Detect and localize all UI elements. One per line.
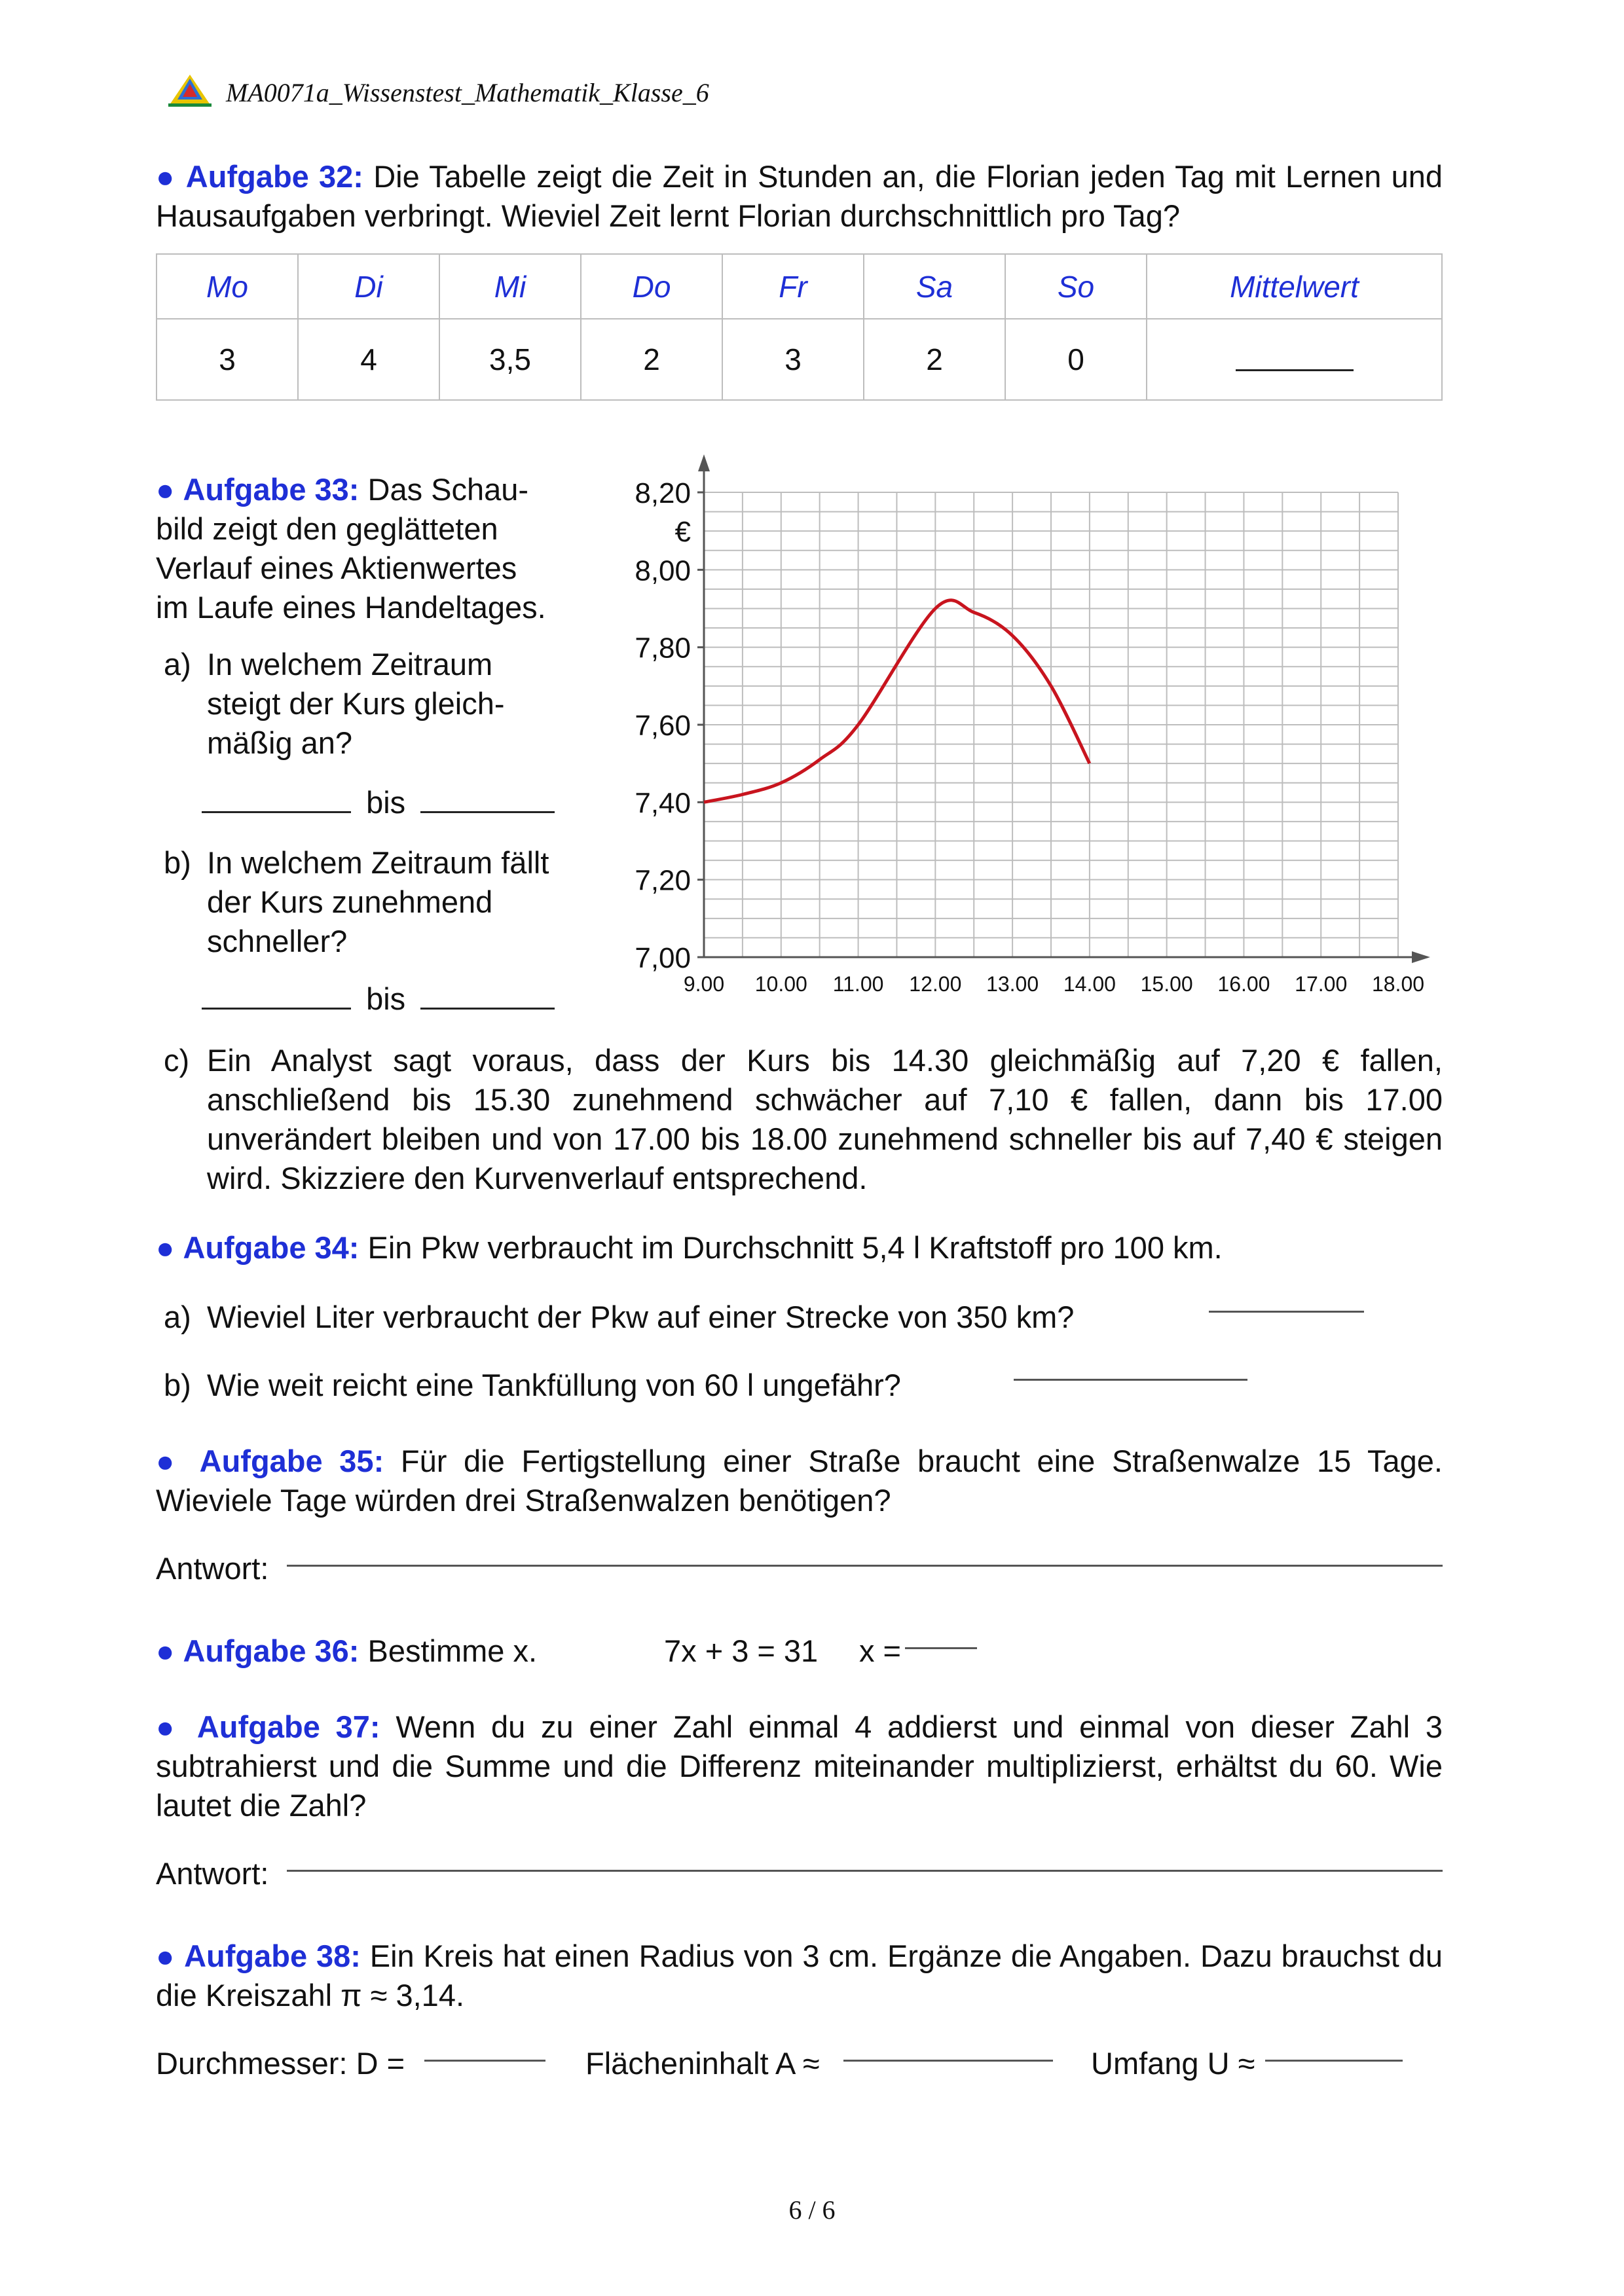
table-cell: 4 (298, 319, 439, 400)
task-33a-answer (202, 783, 555, 822)
sub-letter: c) (164, 1043, 190, 1078)
task-34-label: Aufgabe 34: (183, 1230, 360, 1265)
sub-letter: a) (164, 1300, 191, 1334)
task-33-label: Aufgabe 33: (183, 472, 360, 507)
x-tick-label: 17.00 (1295, 972, 1348, 996)
task-33c-text: Ein Analyst sagt voraus, dass der Kurs bis 14.30 gleichmäßig auf 7,20 € fallen, anschließend bis 15.30 zunehmend schwächer auf 7,10 € fallen, dann bis 17.00 unverändert bleiben und von 17.00 bis 18.00 zunehmend schneller bis auf 7,40 € steigen wird. Skizziere den Kurvenverlauf entsprechend. (207, 1043, 1443, 1195)
task-34b-text: Wie weit reicht eine Tankfüllung von 60 l ungefähr? (207, 1368, 901, 1402)
answer-line[interactable] (287, 1565, 1443, 1567)
page-number: 6 / 6 (788, 2195, 836, 2225)
diameter-label: Durchmesser: D = (156, 2046, 405, 2081)
task-38: ● Aufgabe 38: Ein Kreis hat einen Radius von 3 cm. Ergänze die Angaben. Dazu brauchst du die Kreiszahl π ≈ 3,14. (156, 1939, 1443, 2013)
y-tick-label: 7,60 (635, 710, 691, 742)
x-axis-arrow (1412, 951, 1430, 963)
task-36: ● Aufgabe 36: Bestimme x. (156, 1633, 538, 1668)
task-34a-text: Wieviel Liter verbraucht der Pkw auf einer Strecke von 350 km? (207, 1300, 1075, 1334)
col-header: Di (298, 254, 439, 319)
answer-blank[interactable] (1014, 1379, 1247, 1381)
sub-letter: b) (164, 1368, 191, 1402)
answer-blank-from[interactable] (202, 981, 351, 1010)
y-tick-label: 8,00 (635, 555, 691, 587)
question-line: In welchem Zeitraum (207, 647, 493, 682)
task-34a (164, 1298, 1074, 1337)
answer-blank[interactable] (843, 2060, 1053, 2062)
col-header: Sa (864, 254, 1005, 319)
table-cell: 2 (864, 319, 1005, 400)
y-unit-label: € (674, 516, 691, 549)
y-tick-labels (635, 477, 704, 974)
y-tick-label: 7,40 (635, 787, 691, 820)
area-label: Flächeninhalt A ≈ (585, 2046, 820, 2081)
intro-line: Das Schau- (367, 472, 529, 507)
mean-answer-blank[interactable] (1236, 340, 1354, 371)
table-cell: 3 (157, 319, 298, 400)
task-35-text: Für die Fertigstellung einer Straße braucht eine Straßenwalze 15 Tage. Wieviele Tage würden drei Straßenwalzen benötigen? (156, 1444, 1443, 1518)
x-tick-label: 9.00 (683, 972, 725, 996)
y-tick-label: 7,20 (635, 864, 691, 897)
col-header: So (1005, 254, 1147, 319)
x-tick-label: 10.00 (754, 972, 807, 996)
task-33b-answer (202, 979, 555, 1019)
question-line: In welchem Zeitraum fällt (207, 845, 549, 880)
y-axis-arrow (698, 454, 710, 471)
answer-line[interactable] (287, 1870, 1443, 1872)
col-header: Mo (157, 254, 298, 319)
answer-label: Antwort: (156, 1551, 269, 1586)
answer-label: Antwort: (156, 1856, 269, 1891)
y-tick-label: 8,20 (635, 477, 691, 509)
task-37: ● Aufgabe 37: Wenn du zu einer Zahl einmal 4 addierst und einmal von dieser Zahl 3 subtrahierst und die Summe und die Differenz miteinander multiplizierst, erhältst du 60. Wie lautet die Zahl? (156, 1709, 1443, 1823)
task-33a (164, 645, 596, 763)
school-logo-icon (167, 73, 213, 107)
col-header: Fr (722, 254, 864, 319)
document-header: MA0071a_Wissenstest_Mathematik_Klasse_6 (226, 78, 709, 107)
task-35-label: Aufgabe 35: (199, 1444, 384, 1478)
task-35: ● Aufgabe 35: Für die Fertigstellung einer Straße braucht eine Straßenwalze 15 Tage. Wieviele Tage würden drei Straßenwalzen benötigen? (156, 1444, 1443, 1518)
intro-line: Verlauf eines Aktienwertes (156, 551, 517, 585)
x-tick-label: 14.00 (1063, 972, 1116, 996)
x-tick-label: 16.00 (1217, 972, 1270, 996)
question-line: der Kurs zunehmend (207, 884, 493, 919)
sub-letter: a) (164, 647, 191, 682)
task-36-text: Bestimme x. (367, 1633, 538, 1668)
task-32: ● Aufgabe 32: Die Tabelle zeigt die Zeit in Stunden an, die Florian jeden Tag mit Lernen und Hausaufgaben verbringt. Wieviel Zeit lernt Florian durchschnittlich pro Tag? (156, 159, 1443, 233)
question-line: mäßig an? (207, 725, 353, 760)
y-tick-label: 7,80 (635, 632, 691, 665)
task-38-text: Ein Kreis hat einen Radius von 3 cm. Ergänze die Angaben. Dazu brauchst du die Kreiszahl π ≈ 3,14. (156, 1939, 1443, 2013)
y-tick-label: 7,00 (635, 942, 691, 974)
x-tick-label: 15.00 (1140, 972, 1193, 996)
task-37-text: Wenn du zu einer Zahl einmal 4 addierst und einmal von dieser Zahl 3 subtrahierst und die Summe und die Differenz miteinander multiplizierst, erhältst du 60. Wie lautet die Zahl? (156, 1709, 1443, 1823)
sub-letter: b) (164, 845, 191, 880)
study-time-table (156, 253, 1443, 401)
table-cell: 3 (722, 319, 864, 400)
task-34b (164, 1366, 901, 1405)
chart-grid (704, 492, 1398, 957)
x-tick-label: 18.00 (1371, 972, 1425, 996)
question-line: steigt der Kurs gleich- (207, 686, 505, 721)
answer-blank[interactable] (424, 2060, 545, 2062)
col-header: Do (581, 254, 722, 319)
task-34: ● Aufgabe 34: Ein Pkw verbraucht im Durchschnitt 5,4 l Kraftstoff pro 100 km. (156, 1230, 1223, 1265)
intro-line: bild zeigt den geglätteten (156, 511, 498, 546)
question-line: schneller? (207, 924, 348, 958)
task-33b (164, 843, 596, 961)
answer-blank[interactable] (905, 1647, 977, 1649)
task-37-label: Aufgabe 37: (196, 1709, 380, 1744)
task-36-label: Aufgabe 36: (183, 1633, 360, 1668)
task-34-text: Ein Pkw verbraucht im Durchschnitt 5,4 l Kraftstoff pro 100 km. (367, 1230, 1223, 1265)
x-label: x = (859, 1633, 902, 1668)
mean-answer-cell[interactable] (1147, 319, 1442, 400)
x-tick-labels (684, 972, 1424, 996)
answer-blank-to[interactable] (420, 981, 555, 1010)
table-cell: 3,5 (439, 319, 581, 400)
bis-label: bis (366, 785, 406, 820)
answer-blank-from[interactable] (202, 785, 351, 813)
task-38-label: Aufgabe 38: (184, 1939, 361, 1973)
x-tick-label: 12.00 (909, 972, 962, 996)
task-32-label: Aufgabe 32: (185, 159, 363, 194)
bis-label: bis (366, 981, 406, 1016)
table-cell: 0 (1005, 319, 1147, 400)
intro-line: im Laufe eines Handeltages. (156, 590, 546, 625)
task-32-text: Die Tabelle zeigt die Zeit in Stunden an, die Florian jeden Tag mit Lernen und Hausaufgaben verbringt. Wieviel Zeit lernt Florian durchschnittlich pro Tag? (156, 159, 1443, 233)
circumference-label: Umfang U ≈ (1091, 2046, 1255, 2081)
task-33-intro: ● Aufgabe 33: Das Schau- bild zeigt den geglätteten Verlauf eines Aktienwertes im Laufe eines Handeltages. (156, 470, 601, 627)
x-tick-label: 13.00 (986, 972, 1039, 996)
equation: 7x + 3 = 31 (664, 1633, 819, 1668)
col-header: Mittelwert (1147, 254, 1442, 319)
answer-blank[interactable] (1209, 1311, 1364, 1313)
x-tick-label: 11.00 (832, 972, 884, 996)
table-cell: 2 (581, 319, 722, 400)
task-33c (164, 1041, 1443, 1198)
answer-blank[interactable] (1265, 2060, 1403, 2062)
answer-blank-to[interactable] (420, 785, 555, 813)
col-header: Mi (439, 254, 581, 319)
stock-price-chart[interactable] (576, 445, 1454, 1008)
